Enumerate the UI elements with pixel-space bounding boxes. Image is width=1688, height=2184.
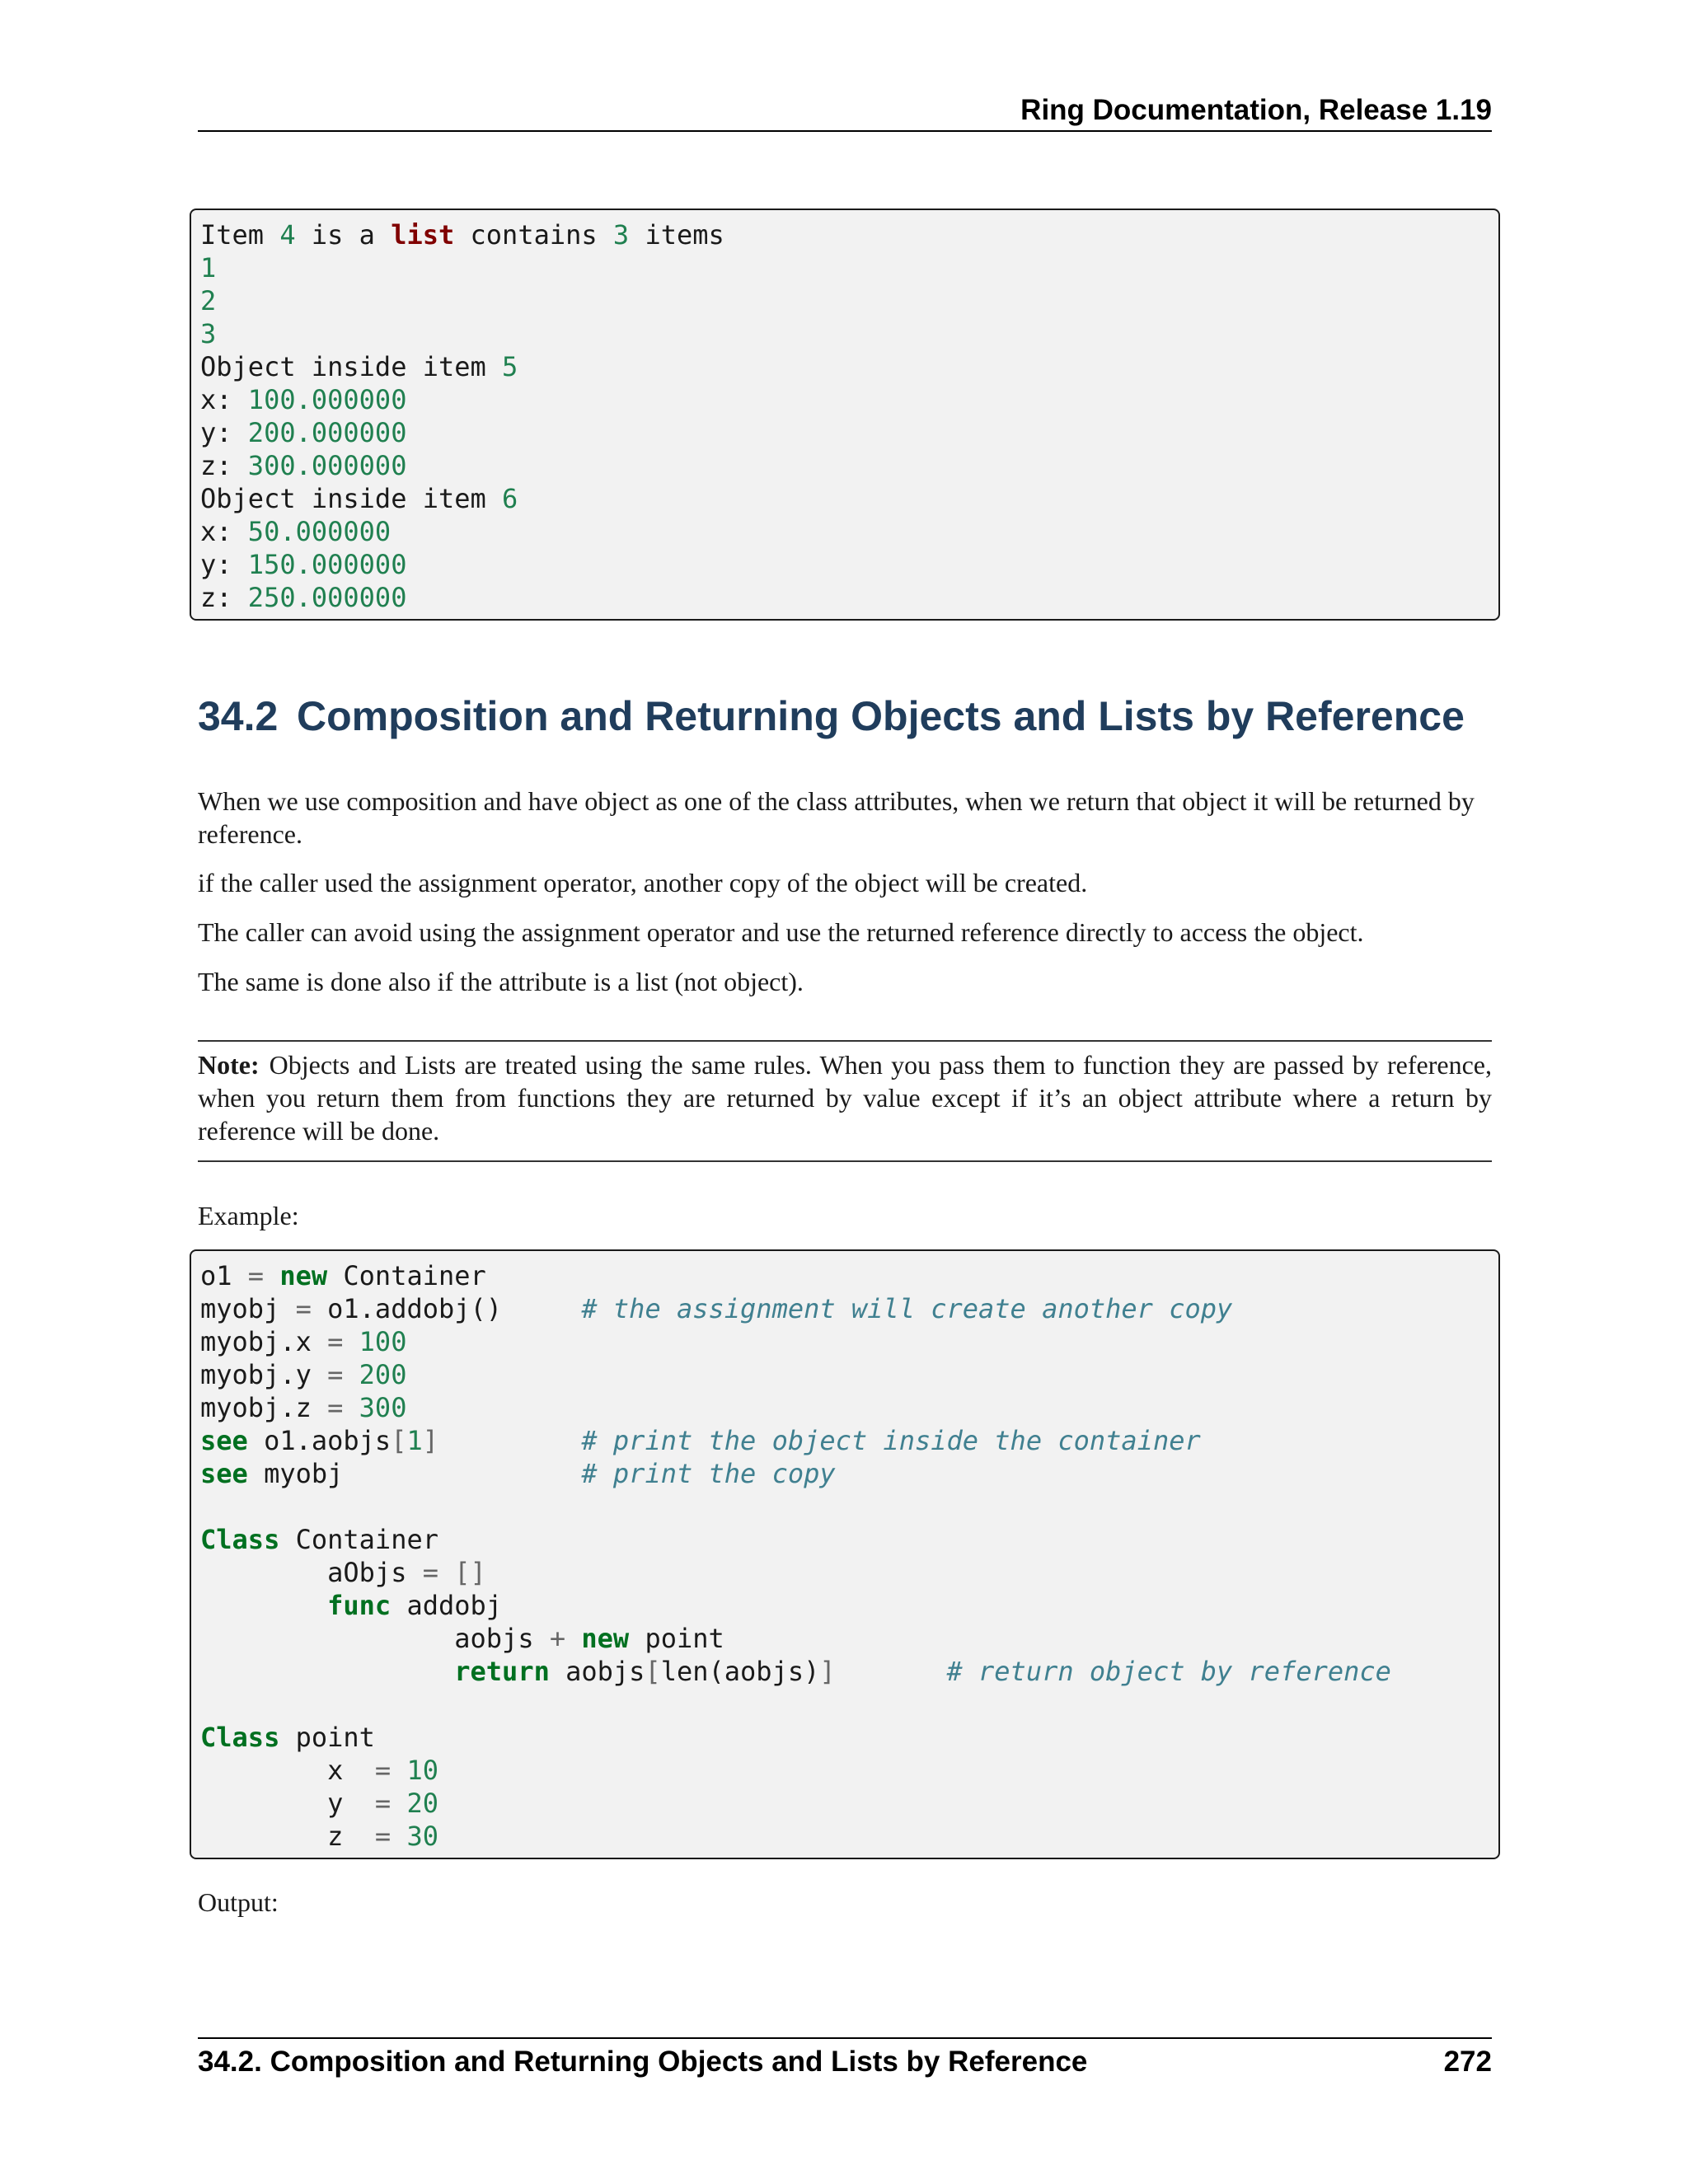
code-token: ]: [819, 1656, 836, 1687]
code-token: Object inside item: [200, 351, 503, 382]
code-token: see: [200, 1458, 248, 1489]
footer-page-number: 272: [1443, 2046, 1492, 2078]
code-token: [438, 1557, 454, 1588]
code-line: [200, 1820, 438, 1853]
code-token: ]: [422, 1425, 438, 1456]
code-token: [343, 1326, 359, 1357]
code-token: aObjs: [200, 1557, 423, 1588]
code-token: [200, 1590, 327, 1621]
code-token: see: [200, 1425, 248, 1456]
code-token: =: [374, 1788, 392, 1819]
code-token: myobj.z: [200, 1392, 328, 1423]
code-line: [200, 548, 406, 581]
code-token: =: [374, 1821, 392, 1852]
footer-rule: [198, 2037, 1492, 2039]
code-token: # print the object inside the container: [581, 1425, 1201, 1456]
code-token: # print the copy: [581, 1458, 836, 1489]
code-token: [391, 1821, 406, 1852]
code-token: =: [327, 1359, 344, 1390]
code-token: 1: [406, 1425, 423, 1456]
code-token: z: [200, 1821, 375, 1852]
code-line: [200, 1523, 438, 1556]
code-token: y:: [200, 549, 248, 580]
code-line: [200, 1358, 406, 1391]
code-token: len(aobjs): [660, 1656, 820, 1687]
code-token: 100.000000: [247, 384, 407, 415]
running-header-title: Ring Documentation, Release 1.19: [1020, 94, 1492, 126]
code-token: =: [247, 1260, 265, 1291]
code-token: y:: [200, 417, 248, 448]
output-code-block: [190, 209, 1500, 621]
code-token: 3: [200, 318, 217, 349]
code-token: 200.000000: [247, 417, 407, 448]
note-box: [198, 1048, 1492, 1147]
code-token: [264, 1260, 279, 1291]
code-token: =: [295, 1293, 312, 1324]
code-token: Container: [327, 1260, 486, 1291]
code-token: addobj: [391, 1590, 503, 1621]
code-token: [: [391, 1425, 407, 1456]
code-token: 10: [406, 1755, 438, 1786]
code-token: func: [327, 1590, 392, 1621]
paragraph-2: if the caller used the assignment operator, another copy of the object will be created.: [198, 868, 1088, 898]
code-token: 100: [359, 1326, 407, 1357]
code-line: [200, 1457, 836, 1490]
code-line: [200, 416, 406, 449]
code-line: [200, 317, 216, 350]
code-token: 20: [406, 1788, 438, 1819]
code-token: 3: [612, 219, 630, 251]
code-token: new: [279, 1260, 328, 1291]
code-token: new: [581, 1623, 630, 1654]
code-token: +: [549, 1623, 566, 1654]
code-token: 5: [502, 351, 518, 382]
code-token: 4: [279, 219, 296, 251]
code-token: # return object by reference: [946, 1656, 1391, 1687]
code-token: [438, 1425, 581, 1456]
code-token: Object inside item: [200, 483, 503, 514]
code-line: [200, 1655, 1391, 1688]
example-label: Example:: [198, 1201, 299, 1230]
code-line: [200, 449, 406, 482]
code-token: Container: [279, 1524, 438, 1555]
code-line: [200, 1754, 438, 1787]
code-token: return: [454, 1656, 550, 1687]
output-label: Output:: [198, 1887, 279, 1917]
header-rule: [198, 130, 1492, 132]
paragraph-1: When we use composition and have object as one of the class attributes, when we return that object it will be returned by reference.: [198, 786, 1475, 849]
code-line: [200, 251, 216, 284]
code-token: aobjs: [200, 1623, 550, 1654]
code-token: x:: [200, 516, 248, 547]
code-token: =: [374, 1755, 392, 1786]
code-token: =: [422, 1557, 438, 1588]
code-token: Class: [200, 1524, 280, 1555]
code-token: 300.000000: [247, 450, 407, 481]
code-line: [200, 350, 518, 383]
code-line: [200, 1325, 406, 1358]
code-line: [200, 383, 406, 416]
section-number: 34.2: [198, 693, 279, 739]
code-token: z:: [200, 582, 248, 613]
code-line: [200, 1721, 375, 1754]
code-token: x: [200, 1755, 375, 1786]
code-line: [200, 515, 391, 548]
code-token: 6: [502, 483, 518, 514]
code-line: [200, 1787, 438, 1820]
code-token: x:: [200, 384, 248, 415]
code-token: 1: [200, 252, 217, 284]
code-token: [200, 1656, 454, 1687]
code-line: [200, 284, 216, 317]
example-code-block: [190, 1249, 1500, 1859]
code-token: o1: [200, 1260, 248, 1291]
code-token: contains: [454, 219, 613, 251]
code-line: [200, 218, 724, 251]
note-label: Note:: [198, 1050, 260, 1080]
note-bottom-rule: [198, 1160, 1492, 1162]
code-token: z:: [200, 450, 248, 481]
section-title: Composition and Returning Objects and Lists by Reference: [297, 693, 1465, 739]
code-token: 50.000000: [247, 516, 392, 547]
code-token: aobjs: [549, 1656, 645, 1687]
code-line: [200, 1556, 486, 1589]
code-line: [200, 1259, 486, 1292]
code-token: =: [327, 1326, 344, 1357]
code-token: myobj: [247, 1458, 582, 1489]
code-token: [343, 1359, 359, 1390]
code-token: items: [629, 219, 724, 251]
paragraph-4: The same is done also if the attribute is a list (not object).: [198, 967, 804, 996]
code-line: [200, 581, 406, 614]
code-token: 150.000000: [247, 549, 407, 580]
code-token: point: [279, 1722, 375, 1753]
code-line: [200, 1622, 724, 1655]
code-token: 250.000000: [247, 582, 407, 613]
code-token: Class: [200, 1722, 280, 1753]
code-line: [200, 1391, 406, 1424]
code-token: [565, 1623, 581, 1654]
code-line: [200, 482, 518, 515]
code-token: is a: [295, 219, 392, 251]
code-token: y: [200, 1788, 375, 1819]
code-token: 2: [200, 285, 217, 316]
code-token: 300: [359, 1392, 407, 1423]
note-text: Objects and Lists are treated using the same rules. When you pass them to function they are passed by reference, when you return them from functions they are returned by value except if it’s an object attribute where a return by reference will be done.: [198, 1050, 1492, 1146]
code-token: []: [454, 1557, 486, 1588]
code-token: point: [629, 1623, 724, 1654]
code-token: [836, 1656, 947, 1687]
code-line: [200, 1292, 1232, 1325]
code-token: =: [327, 1392, 344, 1423]
code-token: [: [645, 1656, 661, 1687]
code-token: Item: [200, 219, 280, 251]
code-token: # the assignment will create another copy: [581, 1293, 1233, 1324]
code-token: [391, 1755, 406, 1786]
code-token: list: [391, 219, 455, 251]
code-token: o1.aobjs: [247, 1425, 392, 1456]
code-token: myobj.x: [200, 1326, 328, 1357]
code-token: o1.addobj(): [311, 1293, 582, 1324]
code-line: [200, 1424, 1201, 1457]
code-token: [391, 1788, 406, 1819]
note-top-rule: [198, 1040, 1492, 1042]
code-token: myobj: [200, 1293, 296, 1324]
code-token: [343, 1392, 359, 1423]
code-token: myobj.y: [200, 1359, 328, 1390]
section-heading: [198, 691, 1492, 742]
code-token: 30: [406, 1821, 438, 1852]
paragraph-3: The caller can avoid using the assignment operator and use the returned reference directly to access the object.: [198, 917, 1364, 947]
code-line: [200, 1589, 502, 1622]
code-token: 200: [359, 1359, 407, 1390]
footer-section-ref: 34.2. Composition and Returning Objects and Lists by Reference: [198, 2046, 1088, 2078]
